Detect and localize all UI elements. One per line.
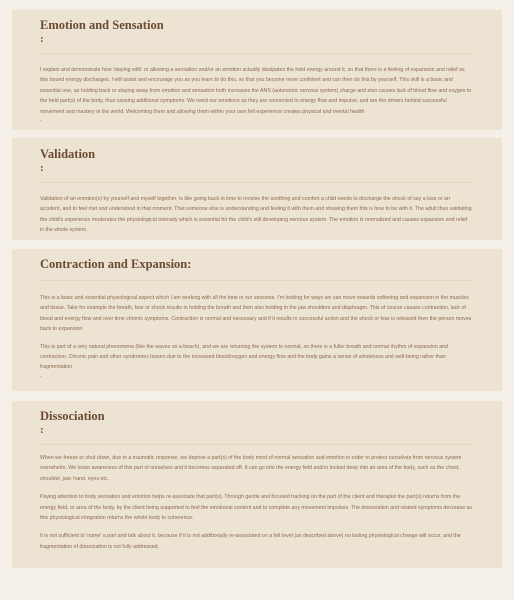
section-validation <box>12 138 502 240</box>
section-contraction-and-expansion <box>12 249 502 391</box>
section-dissociation <box>12 401 502 568</box>
divider <box>40 444 472 445</box>
section-emotion-and-sensation <box>12 10 502 130</box>
section-title: Validation <box>40 147 96 161</box>
section-title: Dissociation <box>40 409 105 423</box>
section-paragraph: Validation of an emotion(s) by yourself and myself together, is like going back in time to receive the soothing and comfort a child needs to discharge the shock of say a loss or an accident, and to feel met and understood in that moment. That someone else is understanding and feeling it with them and showing them this is how to be with it. The adult thus validating the child's experience moderates the physiological intensity which is essential for the child's still developing nervous system. The emotion is normalized and causes expansion and relief in the whole system. <box>40 196 472 234</box>
section-paragraph: When we freeze or shut down, due to a traumatic response, we deprive a part(s) of the body mind of normal sensation and emotion in order to protect ourselves from nervous system overwhelm. We loose awareness of this part of ourselves and it becomes separated off. It can go into the energy field and/or locked deep into an area of the body, such as the chest, shoulder, jaw, hand, eyes etc. <box>40 455 462 482</box>
divider <box>40 53 472 54</box>
section-title: Emotion and Sensation <box>40 18 164 32</box>
section-paragraph: This is a basic and essential physiological aspect which I am working with all the time in our sessions. I'm looking for ways we can move towards softening and expansion in the muscles and tissue. Take for example the breath, fear or shock results in holding the breath and then also holding in the jaw shoulders and diaphragm. This of course causes contraction, lack of blood and energy flow and over time chronic symptoms. Contraction is normal and necessary and if it results in successful action and the shock or fear is released then the person moves back to expansion. <box>40 295 472 333</box>
trailing-period: . <box>40 372 42 379</box>
section-paragraph: This is part of a very natural phenomena (like the waves on a beach), and we are returning the system to normal, so there is a fuller breath and normal rhythm of expansion and contraction. Chronic pain and other syndromes lessen due to the increased blood/oxygen and energy flow and the body gains a sense of wholeness and well-being rather than fragmentation <box>40 343 448 371</box>
section-paragraph: Paying attention to body sensation and emotion helps re-associate that part(s). Through gentle and focused tracking on the part of the client and therapist the part(s) returns from the energy field, or area of the body, by the client being supported to feel the emotional content and to complete any movement impulses. The dissociation and related symptoms decrease as this physiological integration returns the whole body to coherence. <box>40 494 473 522</box>
section-title: Contraction and Expansion: <box>40 257 192 271</box>
section-title-colon: : <box>40 33 44 45</box>
section-title-colon: : <box>40 424 44 436</box>
section-paragraph: I explain and demonstrate how 'staying with' or allowing a sensation and/or an emotion actually dissipates the held energy around it, so that there is a feeling of expansion and relief as this bound energy discharges. I will assist and encourage you as you learn to do this, so that you become more confident and can then do this by yourself. This skill is a basic and essential one, as holding back or staying away from emotion and sensation both increases the ANS (autonomic nervous system) charge and also causes lack of blood flow and oxygen to the held part(s) of the body, thus causing additional symptoms. We need our emotions as they are connected to energy flow and impulse, and are the drivers behind successful movement and mastery in the world. Welcoming them and allowing them within your own felt experience creates physical and mental health <box>40 67 472 115</box>
divider <box>40 280 472 281</box>
divider <box>40 182 472 183</box>
section-paragraph: It is not sufficient to 'name' a part and talk about it, because if it is not additionally re-associated on a felt level (as described above) no lasting physiological change will occur, and the fragmentation of dissociation is not fully addressed. <box>40 533 461 550</box>
section-title-colon: : <box>40 162 44 174</box>
trailing-period: . <box>40 117 42 124</box>
